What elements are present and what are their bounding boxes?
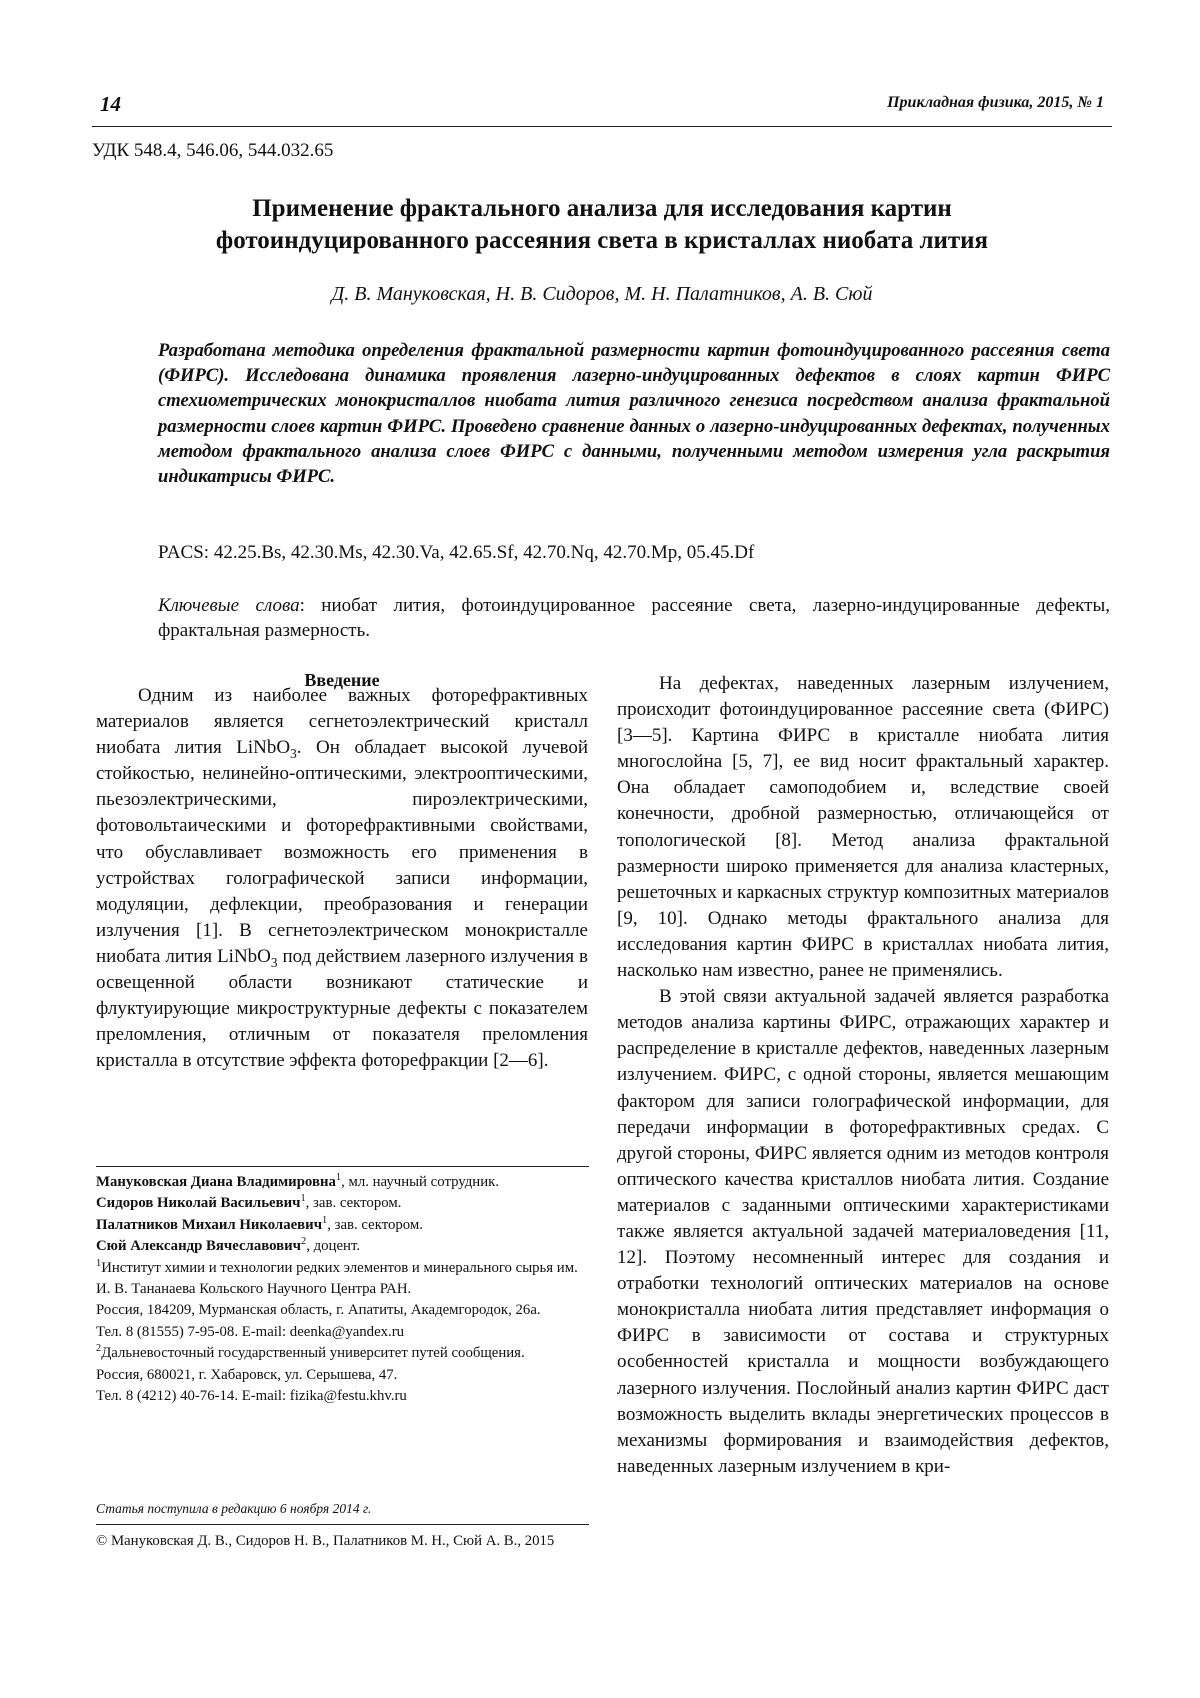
copyright-divider [96,1524,589,1525]
authors: Д. В. Мануковская, Н. В. Сидоров, М. Н. Палатников, А. В. Сюй [331,283,873,305]
author-4-sup: 2 [301,1236,307,1248]
inst-2-name: Дальневосточный государственный университет путей сообщения. [101,1345,525,1362]
copyright: © Мануковская Д. В., Сидоров Н. В., Палатников М. Н., Сюй А. В., 2015 [96,1533,555,1549]
title-line-1: Применение фрактального анализа для исследования картин [252,195,952,222]
author-3-name: Палатников Михаил Николаевич [96,1216,323,1233]
footnote-author-2 [96,1193,588,1214]
footnote-author-3 [96,1215,588,1236]
footnote-institution-1-address: Россия, 184209, Мурманская область, г. Апатиты, Академгородок, 26а. [96,1302,541,1319]
inst-2-sup: 2 [96,1343,102,1355]
author-4-name: Сюй Александр Вячеславович [96,1238,302,1255]
title-line-2: фотоиндуцированного рассеяния света в кристаллах ниобата лития [215,227,989,254]
author-4-role: , доцент. [306,1238,361,1255]
p1-part-a: Одним из наиболее важных фоторефрактивных материалов является сегнетоэлектрический кристалл ниобата лития LiNbO [96,685,588,759]
author-1-role: , мл. научный сотрудник. [341,1174,500,1190]
journal-title: Прикладная физика, 2015, № 1 [887,94,1104,111]
author-3-sup: 1 [322,1214,328,1226]
footnote-institution-1 [96,1258,588,1301]
p1-part-b: . Он обладает высокой лучевой стойкостью, нелинейно-оптическими, электрооптическими, пьезоэлектрическими, пироэлектрическими, фотовольтаическими и фоторефрактивными свойствами, что обуславливает возможность его применения в устройствах голографической записи информации, модуляции, дефлекции, преобразования и генерации излучения [1]. В сегнетоэлектрическом монокристалле ниобата лития LiNbO [96,737,588,967]
received-date: Статья поступила в редакцию 6 ноября 2014 г. [96,1501,372,1516]
inst-1-sup: 1 [96,1257,102,1269]
article-title [92,193,1112,257]
inst-1-name: Институт химии и технологии редких элементов и минерального сырья им. И. В. Тананаева Кольского Научного Центра РАН. [96,1259,578,1298]
author-2-role: , зав. сектором. [305,1195,402,1212]
footnote-institution-2-address: Россия, 680021, г. Хабаровск, ул. Серышева, 47. [96,1366,398,1383]
intro-paragraph-1 [96,683,588,1074]
right-column [617,671,1109,1480]
footnote-institution-1-contact: Тел. 8 (81555) 7-95-08. E-mail: deenka@yandex.ru [96,1323,405,1340]
left-column [96,683,588,1074]
footnote-divider [96,1166,589,1167]
keywords-label: Ключевые слова [158,595,300,616]
page-number: 14 [100,92,121,116]
p1-sub-b: 3 [270,954,278,970]
footnote-institution-2 [96,1343,588,1364]
keywords [158,593,1110,643]
section-heading: Введение [304,670,380,690]
author-3-role: , зав. сектором. [327,1216,423,1233]
udc-code: УДК 548.4, 546.06, 544.032.65 [92,140,334,161]
running-head [92,92,1112,127]
abstract: Разработана методика определения фрактальной размерности картин фотоиндуцированного рассеяния света (ФИРС). Исследована динамика проявления лазерно-индуцированных дефектов в слоях картин ФИРС стехиометрических монокристаллов ниобата лития различного генезиса посредством анализа фрактальной размерности слоев картин ФИРС. Проведено сравнение данных о лазерно-индуцированных дефектах, полученных методом фрактального анализа слоев ФИРС с данными, полученными методом измерения угла раскрытия индикатрисы ФИРС. [158,340,1110,488]
keywords-text: : ниобат лития, фотоиндуцированное рассеяние света, лазерно-индуцированные дефекты, фрактальная размерность. [158,595,1110,641]
author-2-sup: 1 [300,1193,306,1205]
author-1-name: Мануковская Диана Владимировна [96,1174,336,1190]
intro-paragraph-3: В этой связи актуальной задачей является разработка методов анализа картины ФИРС, отражающих характер и распределение в кристалле дефектов, наведенных лазерным излучением. ФИРС, с одной стороны, является мешающим фактором для записи голографической информации, для передачи информации в фоторефрактивных средах. С другой стороны, ФИРС является одним из методов контроля оптического качества кристаллов ниобата лития. Создание материалов с заданными оптическими характеристиками также является актуальной задачей материаловедения [11, 12]. Поэтому несомненный интерес для создания и отработки технологий оптических материалов на основе монокристалла ниобата лития представляет информация о ФИРС в зависимости от состава и структурных особенностей кристалла и мощности возбуждающего лазерного излучения. Послойный анализ картин ФИРС даст возможность выделить вклады энергетических процессов в механизмы формирования и взаимодействия дефектов, наведенных лазерным излучением в кри- [617,986,1109,1477]
author-2-name: Сидоров Николай Васильевич [96,1195,301,1212]
p1-sub-a: 3 [290,745,297,761]
footnote-author-4 [96,1236,588,1257]
author-1-sup: 1 [335,1172,342,1184]
p1-part-c: под действием лазерного излучения в освещенной области возникают статические и флуктуирующие микроструктурные дефекты с показателем преломления, отличным от показателя преломления кристалла в отсутствие эффекта фоторефракции [2—6]. [96,945,588,1072]
author-footnotes [96,1172,588,1407]
intro-paragraph-2: На дефектах, наведенных лазерным излучением, происходит фотоиндуцированное рассеяние света (ФИРС) [3—5]. Картина ФИРС в кристалле ниобата лития многослойна [5, 7], ее вид носит фрактальный характер. Она обладает самоподобием и, вследствие своей конечности, дробной размерностью, отличающейся от топологической [8]. Метод анализа фрактальной размерности широко применяется для анализа кластерных, решеточных и каркасных структур композитных материалов [9, 10]. Однако методы фрактального анализа для исследования картин ФИРС в кристаллах ниобата лития, насколько нам известно, ранее не применялись. [617,673,1109,982]
footnote-institution-2-contact: Тел. 8 (4212) 40-76-14. E-mail: fizika@festu.khv.ru [96,1388,407,1405]
footnote-author-1 [96,1172,588,1193]
pacs-codes: PACS: 42.25.Bs, 42.30.Ms, 42.30.Va, 42.65.Sf, 42.70.Nq, 42.70.Mp, 05.45.Df [158,542,755,563]
